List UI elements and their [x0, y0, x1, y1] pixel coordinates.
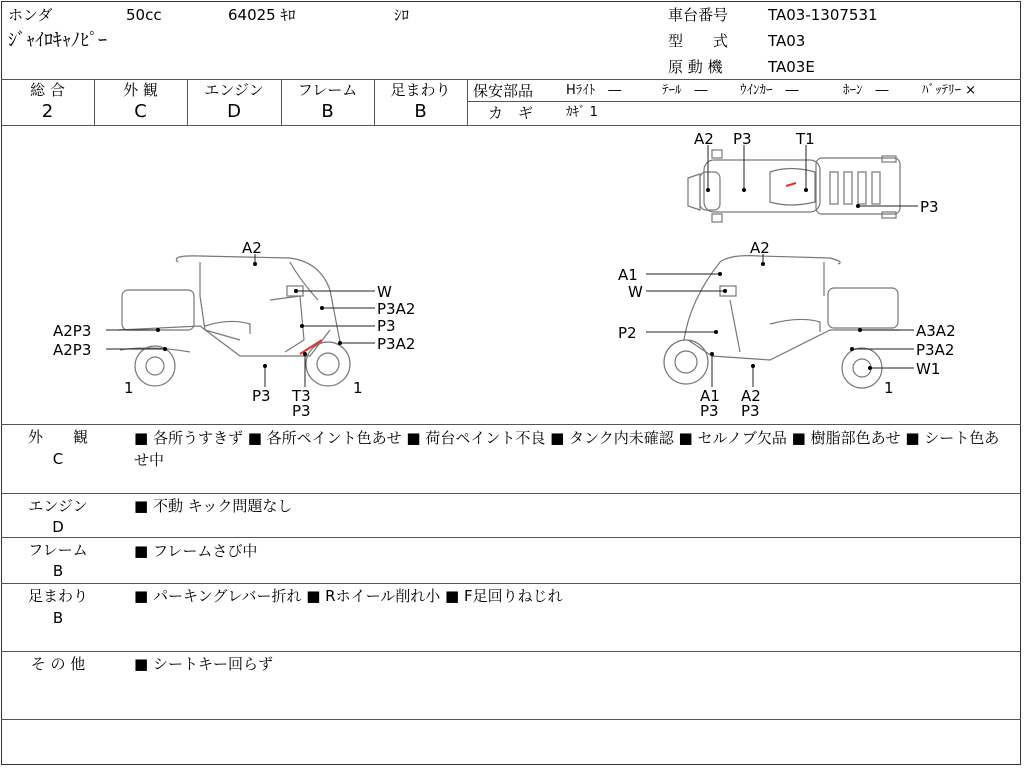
section-label-exterior: 外 観: [27, 428, 88, 446]
key-label: カ ギ: [488, 104, 534, 122]
maker: ホンダ: [8, 6, 53, 24]
diagram-label: P3: [252, 387, 271, 405]
exterior-grade: C: [134, 101, 147, 122]
diagram-label: T1: [796, 130, 815, 148]
section-grade-frame: B: [52, 562, 64, 580]
safety-horn: ﾎｰﾝ ―: [843, 83, 889, 98]
diagram-label: A2: [750, 239, 770, 257]
diagram-label: P3: [377, 317, 396, 335]
left-side-scooter: [118, 256, 350, 386]
color: ｼﾛ: [394, 6, 410, 24]
diagram-label: A1: [700, 387, 720, 405]
diagram-label: P3A2: [916, 341, 955, 359]
safety-label: 保安部品: [473, 82, 534, 100]
engine-grade: D: [227, 101, 241, 122]
section-grade-suspension: B: [52, 609, 64, 627]
suspension-label: 足まわり: [390, 81, 451, 99]
diagram-label: P3A2: [377, 300, 416, 318]
section-label-frame: フレーム: [28, 541, 88, 559]
divider: [1, 537, 1021, 538]
chassis-label: 車台番号: [668, 6, 729, 24]
frame-label: フレーム: [297, 81, 358, 99]
right-side-scooter: [664, 256, 900, 388]
divider: [1, 583, 1021, 584]
diagram-label: 1: [353, 379, 363, 397]
section-text-suspension: ■ パーキングレバー折れ ■ Rホイール削れ小 ■ F足回りねじれ: [134, 587, 563, 605]
engine-model-label: 原 動 機: [668, 58, 723, 76]
divider: [1, 719, 1021, 720]
type-label: 型 式: [668, 32, 729, 50]
diagram-label: W: [377, 283, 392, 301]
diagram-label: 1: [124, 379, 134, 397]
diagram-label: A2: [242, 239, 262, 257]
top-view-scooter: [688, 150, 900, 222]
damage-mark: [300, 340, 322, 354]
diagram-label: P3: [920, 198, 939, 216]
key-value: ｶｷﾞ 1: [566, 105, 598, 120]
diagram-label: P3: [733, 130, 752, 148]
section-grade-exterior: C: [52, 450, 64, 468]
section-label-engine: エンジン: [28, 497, 88, 515]
diagram-label: A1: [618, 266, 638, 284]
mileage: 64025 ｷﾛ: [228, 6, 296, 24]
diagram-label: W1: [916, 360, 941, 378]
section-text-engine: ■ 不動 キック問題なし: [134, 497, 293, 515]
divider: [1, 493, 1021, 494]
type-value: TA03: [768, 32, 806, 50]
diagram-label: P2: [618, 324, 637, 342]
damage-mark: [786, 183, 796, 186]
diagram-label: 1: [884, 379, 894, 397]
frame-grade: B: [321, 101, 334, 122]
diagram-label: A2: [741, 387, 761, 405]
diagram-label: P3A2: [377, 335, 416, 353]
diagram-label: P3: [741, 402, 760, 420]
chassis-value: TA03-1307531: [768, 6, 878, 24]
diagram-label: A3A2: [916, 322, 956, 340]
safety-headlight: Hﾗｲﾄ ―: [566, 83, 622, 98]
section-text-exterior: ■ 各所うすきず ■ 各所ペイント色あせ ■ 荷台ペイント不良 ■ タンク内未確認 ■ セルノブ欠品 ■ 樹脂部色あせ ■ シート色あせ中: [134, 429, 1000, 469]
diagram-label: A2: [694, 130, 714, 148]
safety-battery: ﾊﾞｯﾃﾘｰ ×: [922, 83, 977, 98]
exterior-label: 外 観: [123, 81, 158, 99]
section-label-other: そ の 他: [30, 655, 86, 673]
displacement: 50cc: [126, 6, 162, 24]
diagram-label: A2P3: [53, 322, 92, 340]
diagram-label: W: [628, 283, 643, 301]
section-text-other: ■ シートキー回らず: [134, 655, 273, 673]
engine-model-value: TA03E: [768, 58, 815, 76]
safety-tail: ﾃｰﾙ ―: [662, 83, 708, 98]
diagram-label: T3: [292, 387, 311, 405]
divider: [1, 651, 1021, 652]
overall-label: 総 合: [30, 81, 65, 99]
section-text-frame: ■ フレームさび中: [134, 542, 258, 560]
diagram-label: P3: [292, 402, 311, 420]
safety-winker: ｳｲﾝｶｰ ―: [740, 83, 799, 98]
section-grade-engine: D: [52, 518, 64, 536]
engine-label: エンジン: [204, 81, 264, 99]
overall-grade: 2: [41, 101, 54, 122]
section-label-suspension: 足まわり: [27, 587, 88, 605]
suspension-grade: B: [414, 101, 427, 122]
model-name: ｼﾞｬｲﾛｷｬﾉﾋﾟｰ: [8, 30, 107, 51]
diagram-label: A2P3: [53, 341, 92, 359]
diagram-label: P3: [700, 402, 719, 420]
divider: [1, 424, 1021, 425]
